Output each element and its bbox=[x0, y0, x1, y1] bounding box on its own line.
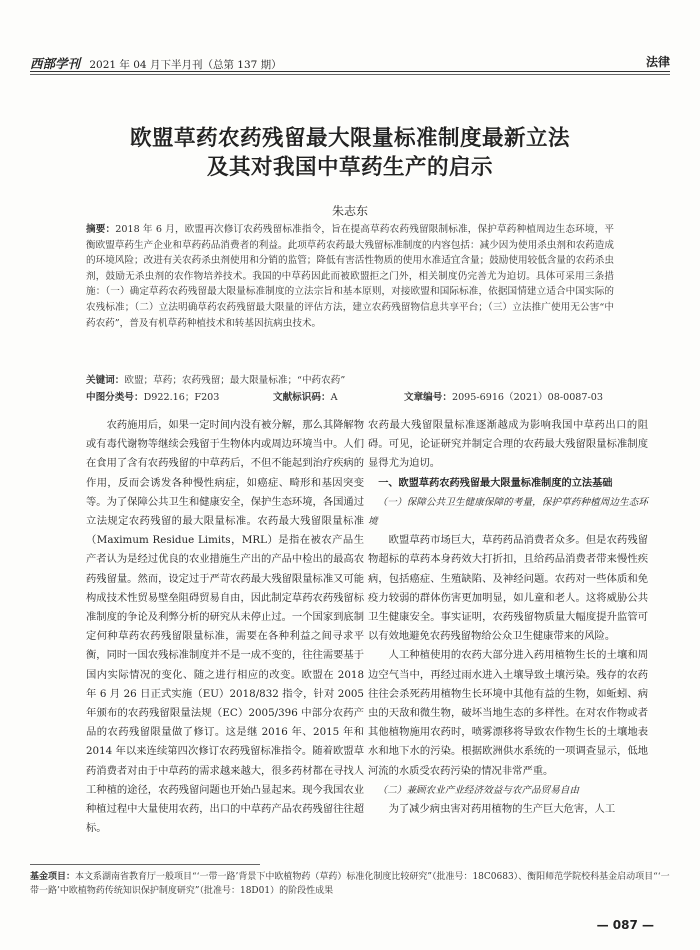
doc-value: A bbox=[330, 392, 338, 403]
paragraph: 为了减少病虫害对药用植物的生产巨大危害，人工 bbox=[388, 803, 616, 816]
page-number: — 087 — bbox=[596, 918, 654, 932]
abstract-text: 2018 年 6 月，欧盟再次修订农药残留标准指令，旨在提高草药农药残留限制标准，保护草药种植周边生态环境，平衡欧盟草药生产企业和草药药品消费者的利益。此项草药农药最大残留标准制度的内容包括：减少因为使用杀虫剂和农药造成的环境风险；改进有关农药杀虫剂使用和分销的监管；降低有害活性物质的使用水准适宜含量；鼓励使用较低含量的农药杀虫剂，鼓励无杀虫剂的农作物培养技术。我国的中草药因此而被欧盟拒之门外，相关制度仍完善尤为迫切。具体可采用三条措施：（一）确定草药农药残留最大限量标准制度的立法宗旨和基本原则，对接欧盟和国际标准，依据国情建立适合中国实际的农残标准；（二）立法明确草药农药残留最大限量的评估方法，建立农药残留物信息共享平台；（三）立法推广使用无公害“中药农药”，普及有机草药种植技术和转基因抗病虫技术。 bbox=[86, 224, 614, 329]
funding-footnote bbox=[30, 870, 670, 898]
doc-label: 文献标识码： bbox=[273, 392, 331, 403]
abstract-label: 摘要： bbox=[86, 224, 116, 235]
section-label: 法律 bbox=[645, 55, 670, 69]
clc-value: D922.16；F203 bbox=[143, 392, 220, 403]
paragraph: 农药施用后，如果一定时间内没有被分解，那么其降解物或有毒代谢物等继续会残留于生物体内或周边环境当中。人们在食用了含有农药残留的中草药后，不但不能起到治疗疾病的作用，反而会诱发各种慢性病症，如癌症、畸形和基因突变等。为了保障公共卫生和健康安全，保护生态环境，各国通过立法规定农药残留的最大限量标准。农药最大残留限量标准（Maximum Residue Limits，MRL）是指在被农产品生产者认为是经过优良的农业措施生产出的产品中检出的最高农药残留量。然而，设定过于严苛农药最大残留限量标准又可能构成技术性贸易壁垒阻碍贸易自由，因此制定草药农药残留标准制度的争论及利弊分析的研究从未停止过。一个国家到底制定何种草药农药残留限量标准，需要在各种利益之间寻求平衡，同时一国农残标准制度并不是一成不变的，往往需要基于国内实际情况的变化、随之进行相应的改变。欧盟在 2018 年 6 月 26 日正式实施（EU）2018/832 指令，针对 2005 年颁布的农药残留限量法规（EC）2005/396 中部分农药产品的农药残留限量做了修订。这是继 2016 年、2015 年和 2014 年以来连续第四次修订农药残留标准指令。随着欧盟草药消费者对由于中草药的需求越来越大，很多药材都在寻找人工种植的途径，农药残留问题也开始凸显起来。现今我国农业种植过程中大量使用农药，出口的中草药产品农药残留往往超标。 bbox=[86, 419, 365, 835]
footnote-label: 基金项目： bbox=[30, 872, 76, 882]
section-heading: 一、欧盟草药农药残留最大限量标准制度的立法基础 bbox=[378, 477, 613, 489]
keywords-text: 欧盟；草药；农药残留；最大限量标准；“中药农药” bbox=[124, 375, 346, 386]
running-header bbox=[30, 50, 670, 72]
clc-number bbox=[86, 389, 219, 403]
article-title bbox=[50, 124, 650, 182]
clc-label: 中图分类号： bbox=[86, 392, 144, 403]
title-line-2: 及其对我国中草药生产的启示 bbox=[206, 155, 493, 180]
journal-info bbox=[30, 54, 282, 72]
journal-logo: 西部学刊 bbox=[30, 56, 81, 71]
footnote-text: 本文系湖南省教育厅一般项目“‘一带一路’背景下中欧植物药（草药）标准化制度比较研究”（批准号：18C0683）、衡阳师范学院校科基金启动项目“‘一带一路’中欧植物药传统知识保护制度研究”（批准号：18D01）的阶段性成果 bbox=[30, 872, 670, 896]
author: 朱志东 bbox=[331, 204, 368, 218]
paragraph: 欧盟草药市场巨大，草药药品消费者众多。但是农药残留物超标的草药本身药效大打折扣，且给药品消费者带来慢性疾病，包括癌症、生殖缺陷、及神经问题。农药对一些体质和免疫力较弱的群体伤害更加明显，如儿童和老人。这将威胁公共卫生健康安全。事实证明，农药残留物质量大幅度提升监管可以有效地避免农药残留物给公众卫生健康带来的风险。 bbox=[368, 534, 648, 643]
document-code bbox=[273, 389, 338, 403]
subsection-heading: （一）保障公共卫生健康保障的考量，保护草药种植周边生态环境 bbox=[368, 496, 648, 528]
subsection-heading: （二）兼顾农业产业经济效益与农产品贸易自由 bbox=[377, 784, 580, 796]
paragraph: 农药最大残留限量标准逐渐越成为影响我国中草药出口的阻碍。可见，论证研究并制定合理的农药最大残留限量标准制度显得尤为迫切。 bbox=[368, 419, 648, 470]
header-rule-thin bbox=[30, 74, 670, 75]
art-value: 2095-6916（2021）08-0087-03 bbox=[451, 392, 603, 403]
left-column bbox=[86, 416, 364, 838]
article-number bbox=[404, 389, 603, 403]
art-label: 文章编号： bbox=[404, 392, 452, 403]
keywords-label: 关键词： bbox=[86, 375, 125, 386]
header-rule bbox=[30, 71, 670, 72]
keywords bbox=[86, 372, 614, 386]
right-column bbox=[368, 416, 648, 819]
paragraph: 人工种植使用的农药大部分进入药用植物生长的土壤和周边空气当中，再经过雨水进入土壤导致土壤污染。残存的农药往往会杀死药用植物生长环境中其他有益的生物，如蚯蚓、病虫的天敌和微生物，破坏当地生态的多样性。在对农作物或者其他植物施用农药时，喷雾漂移将导致农作物生长的土壤地表水和地下水的污染。根据欧洲供水系统的一项调查显示，低地河流的水质受农药污染的情况非常严重。 bbox=[368, 649, 648, 777]
title-line-1: 欧盟草药农药残留最大限量标准制度最新立法 bbox=[129, 126, 570, 151]
issue-info: 2021 年 04 月下半月刊（总第 137 期） bbox=[89, 59, 282, 71]
abstract bbox=[86, 222, 614, 331]
footnote-rule bbox=[30, 864, 260, 865]
